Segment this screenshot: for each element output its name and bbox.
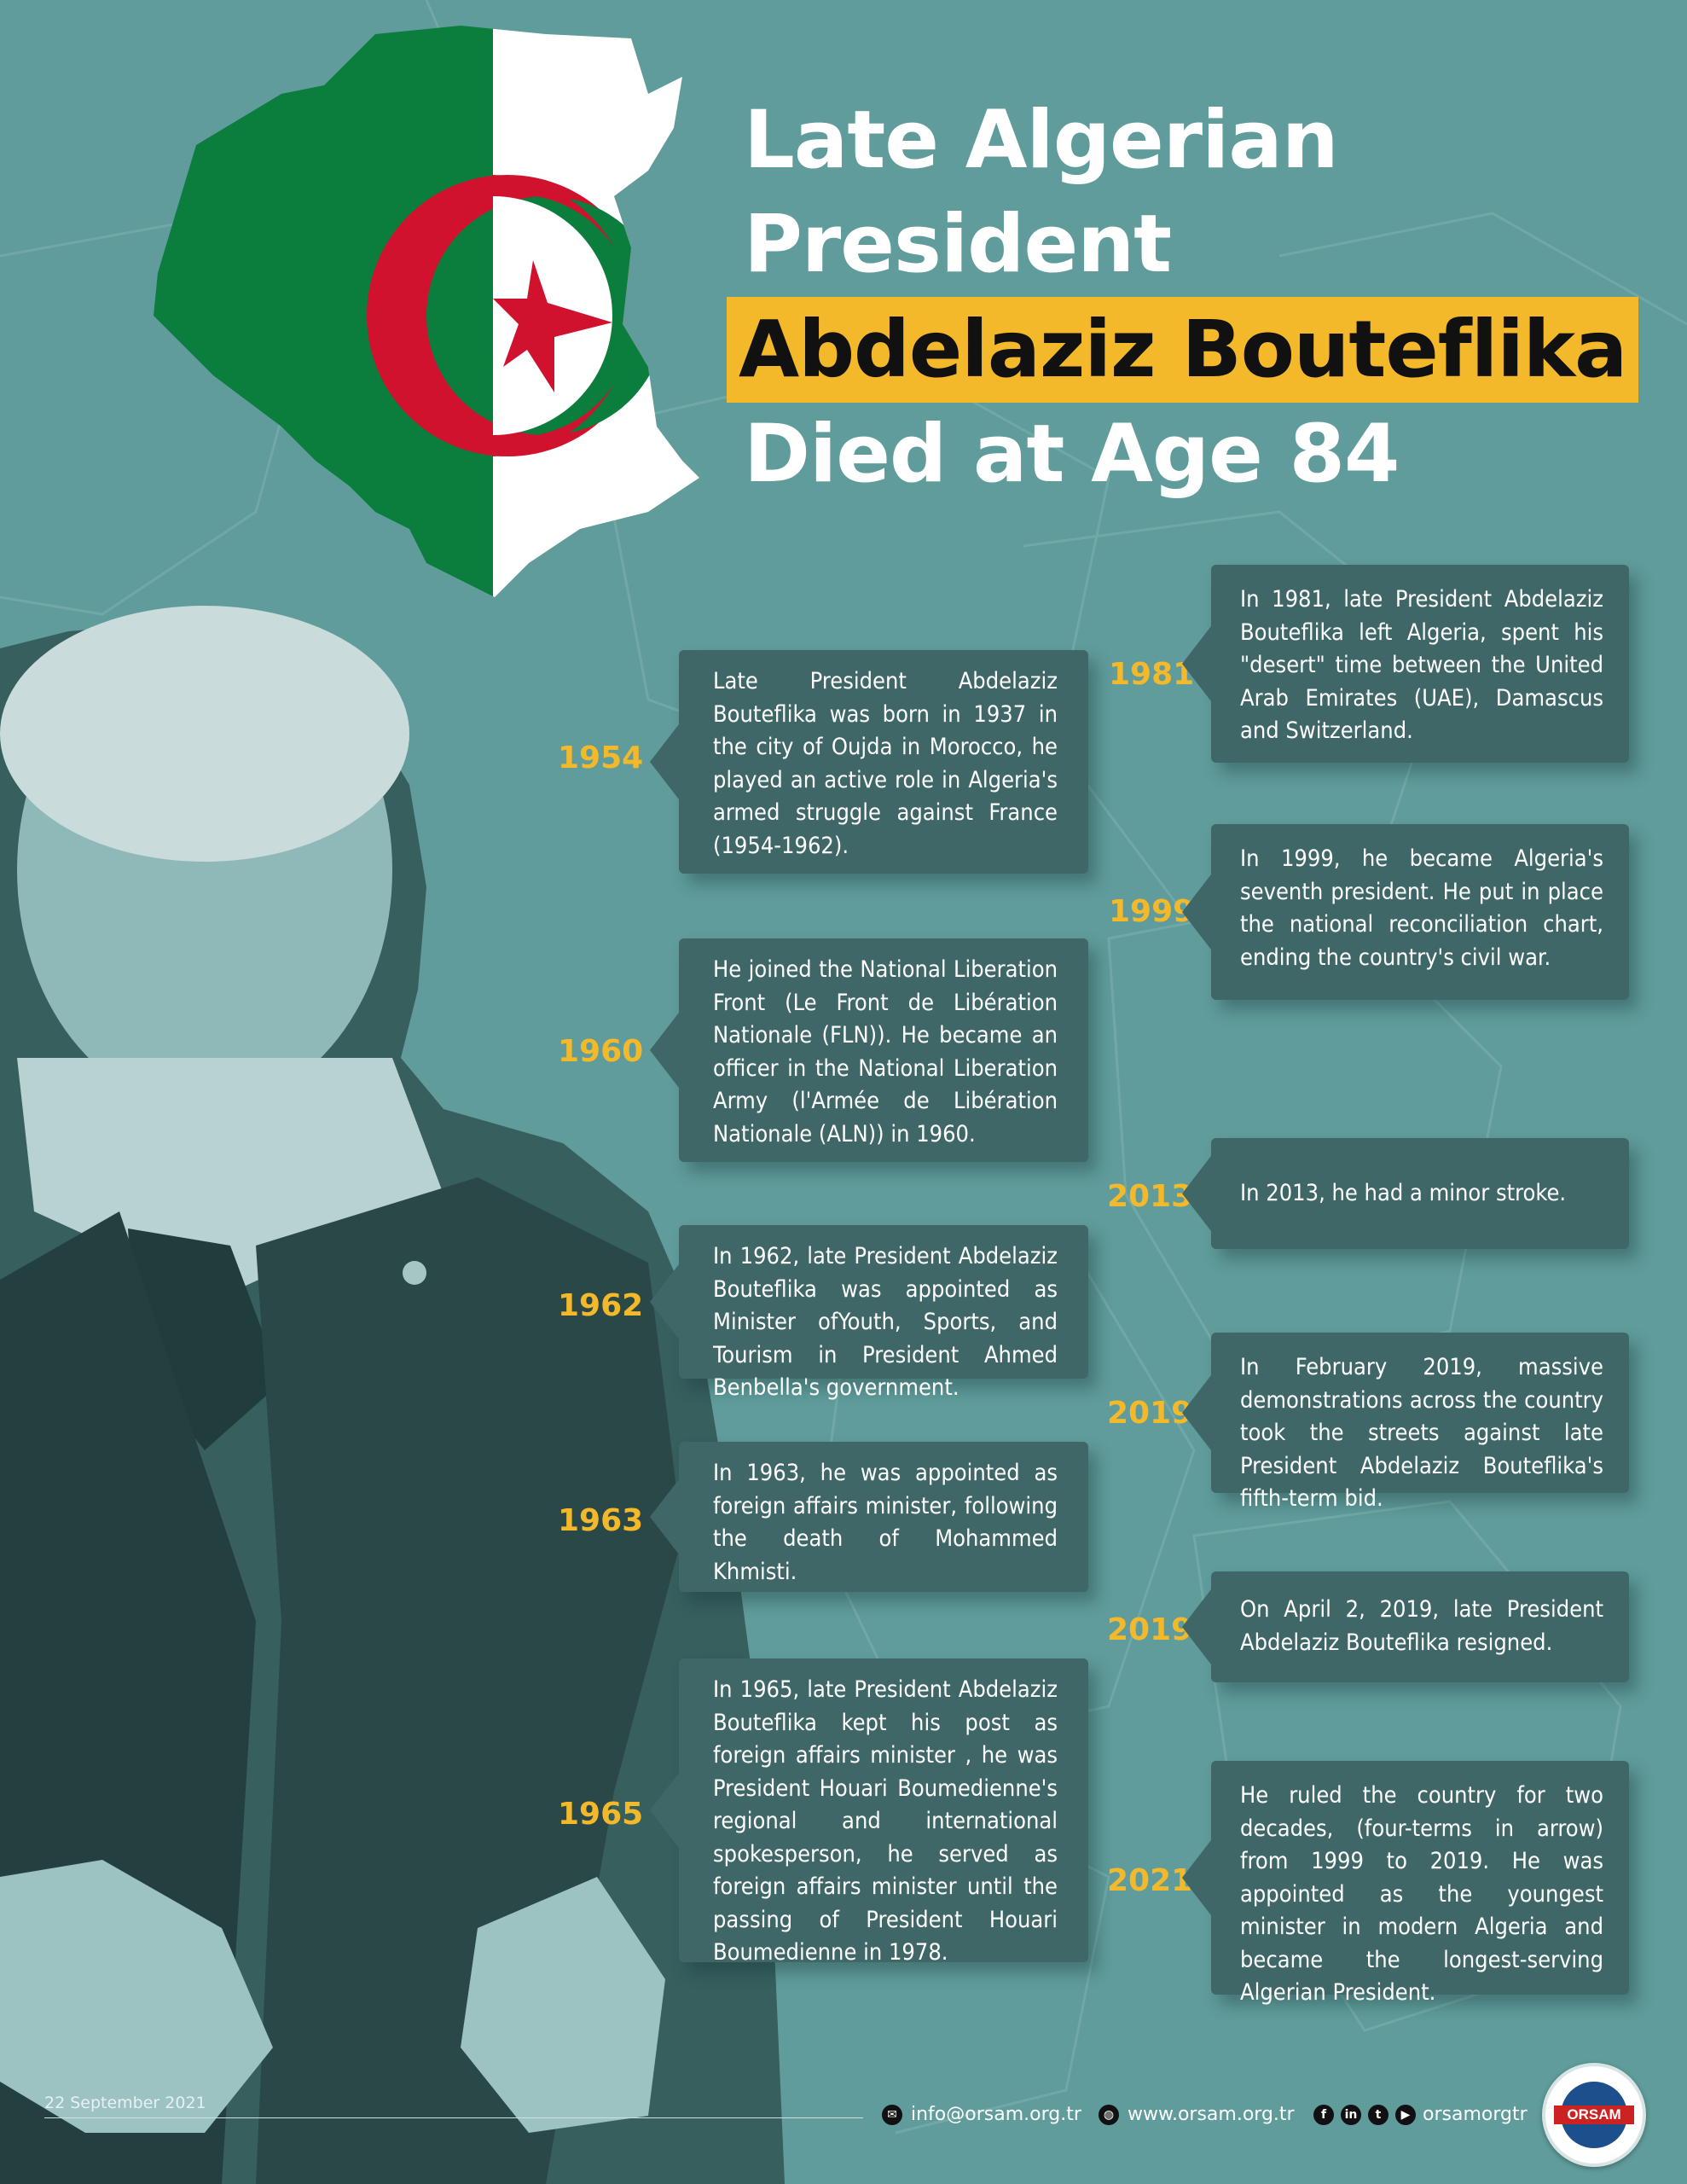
headline-line-4: Died at Age 84	[744, 408, 1400, 501]
timeline-year: 2019	[1107, 1612, 1193, 1647]
timeline-year: 1981	[1109, 657, 1195, 692]
timeline-card-text: On April 2, 2019, late President Abdelaziz Bouteflika resigned.	[1240, 1596, 1603, 1656]
timeline-year: 2021	[1107, 1863, 1193, 1898]
timeline-year: 2019	[1107, 1396, 1193, 1431]
timeline-card-text: In 1965, late President Abdelaziz Bouteflika kept his post as foreign affairs minister , he was President Houari Boumedienne's regional and international spokesperson, he served as foreign affairs minister until the passing of President Houari Boumedienne in 1978.	[713, 1676, 1058, 1966]
youtube-icon[interactable]: ▶	[1395, 2105, 1416, 2125]
timeline-card-text: He joined the National Liberation Front (Le Front de Libération Nationale (FLN)). He became an officer in the National Liberation Army (l'Armée de Libération Nationale (ALN)) in 1960.	[713, 956, 1058, 1147]
timeline-card-text: In 1962, late President Abdelaziz Bouteflika was appointed as Minister ofYouth, Sports, and Tourism in President Ahmed Benbella's government.	[713, 1243, 1058, 1401]
timeline-card	[679, 650, 1088, 874]
website-contact[interactable]	[1099, 2104, 1295, 2125]
publish-date: 22 September 2021	[44, 2094, 206, 2112]
timeline-year: 1965	[558, 1797, 644, 1832]
twitter-icon[interactable]: t	[1368, 2105, 1388, 2125]
timeline-card	[1211, 1138, 1629, 1249]
timeline-card-text: Late President Abdelaziz Bouteflika was born in 1937 in the city of Oujda in Morocco, he played an active role in Algeria's armed struggle against France (1954-1962).	[713, 668, 1058, 859]
social-contact[interactable]	[1313, 2104, 1528, 2125]
headline-line-2: President	[744, 198, 1172, 291]
timeline-year: 2013	[1107, 1179, 1193, 1214]
headline	[739, 89, 1638, 507]
headline-highlight: Abdelaziz Bouteflika	[727, 297, 1638, 403]
timeline-year: 1962	[558, 1288, 644, 1323]
headline-line-1: Late Algerian	[744, 94, 1338, 187]
timeline-card-text: In 2013, he had a minor stroke.	[1240, 1180, 1567, 1206]
timeline-card-text: He ruled the country for two decades, (four-terms in arrow) from 1999 to 2019. He was appointed as the youngest minister in modern Algeria and became the longest-serving Algerian President.	[1240, 1782, 1603, 2006]
footer-divider	[44, 2117, 863, 2118]
timeline-card	[1211, 824, 1629, 1000]
timeline-card	[1211, 1333, 1629, 1512]
timeline-card	[1211, 1761, 1629, 2006]
globe-icon: ◍	[1099, 2105, 1119, 2125]
timeline-card	[679, 1442, 1088, 1592]
logo-text: ORSAM	[1554, 2106, 1634, 2124]
facebook-icon[interactable]: f	[1313, 2105, 1334, 2125]
timeline-year: 1963	[558, 1503, 644, 1538]
linkedin-icon[interactable]: in	[1341, 2105, 1361, 2125]
timeline-card	[679, 1658, 1088, 1966]
timeline-card	[679, 938, 1088, 1162]
timeline-year: 1960	[558, 1034, 644, 1069]
orsam-logo	[1542, 2063, 1646, 2167]
mail-icon: ✉	[882, 2105, 902, 2125]
social-handle[interactable]: orsamorgtr	[1423, 2104, 1528, 2125]
email-link[interactable]: info@orsam.org.tr	[911, 2104, 1081, 2125]
timeline-card	[679, 1225, 1088, 1401]
timeline-card-text: In 1999, he became Algeria's seventh president. He put in place the national reconciliation chart, ending the country's civil war.	[1240, 845, 1603, 971]
timeline-card-text: In 1963, he was appointed as foreign affairs minister, following the death of Mohammed Khmisti.	[713, 1460, 1058, 1585]
timeline-card	[1211, 1571, 1629, 1682]
timeline-card	[1211, 565, 1629, 763]
timeline-year: 1999	[1109, 894, 1195, 929]
timeline-year: 1954	[558, 741, 644, 775]
website-link[interactable]: www.orsam.org.tr	[1128, 2104, 1295, 2125]
email-contact[interactable]	[882, 2104, 1081, 2125]
timeline-card-text: In February 2019, massive demonstrations across the country took the streets against late President Abdelaziz Bouteflika's fifth-term bid.	[1240, 1354, 1603, 1512]
timeline-card-text: In 1981, late President Abdelaziz Bouteflika left Algeria, spent his "desert" time between the United Arab Emirates (UAE), Damascus and Switzerland.	[1240, 586, 1603, 744]
